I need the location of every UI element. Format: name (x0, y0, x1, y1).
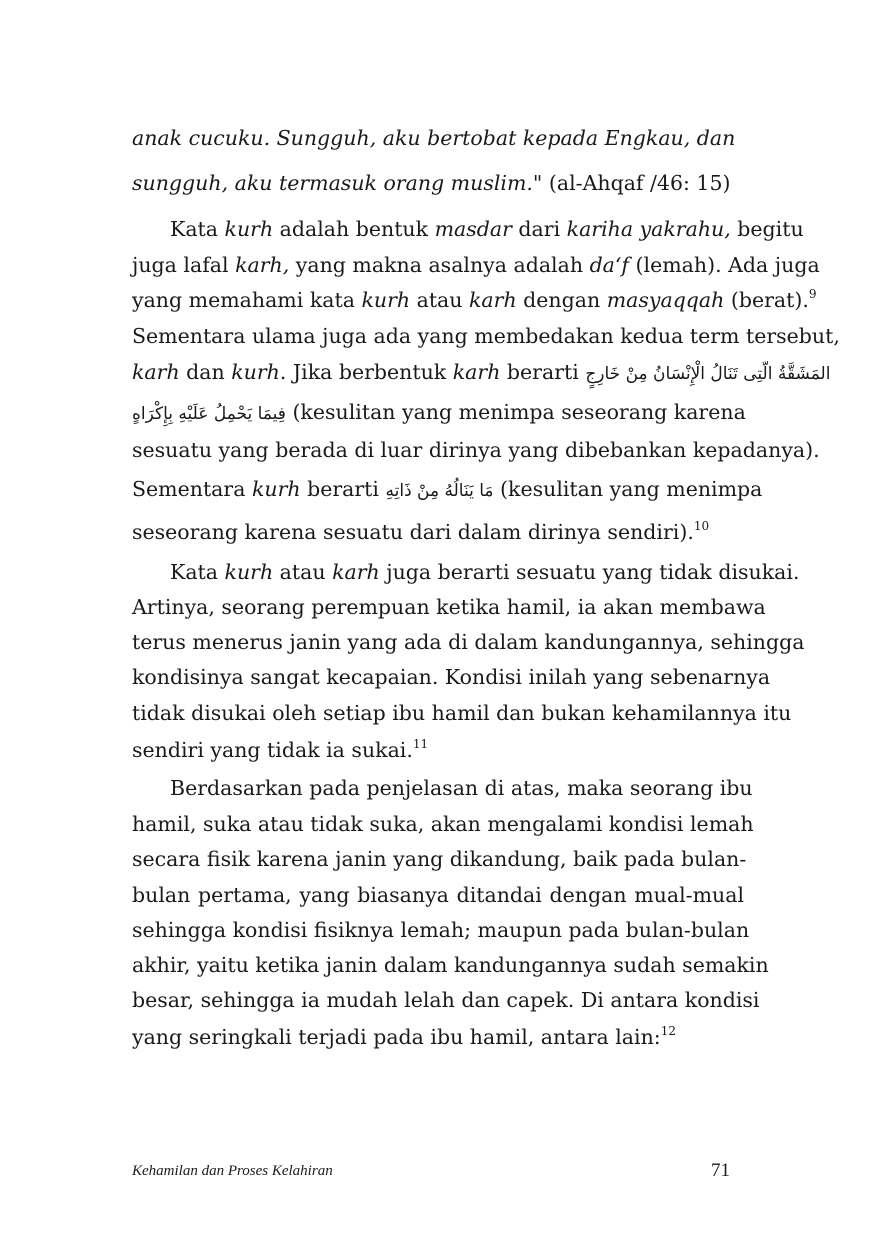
p2-line-8: Sementara kurh berarti مَا يَنَالُهُ مِنْ ذَاتِهِ (kesulitan yang menimpa (132, 477, 763, 501)
p2-line-9: seseorang karena sesuatu dari dalam dirinya sendiri).$^{10}$ (132, 519, 710, 544)
p2-line-2: juga lafal karh, yang makna asalnya adalah da‘f (lemah). Ada juga (132, 253, 820, 277)
p2-line-5: karh dan kurh. Jika berbentuk karh berarti المَشَقَّةُ الّتِى تَنَالُ الْإِنْسَانُ مِنْ خَارِجٍ (132, 360, 831, 384)
p3-line-2: Artinya, seorang perempuan ketika hamil, ia akan membawa (132, 595, 766, 619)
p4-line-6: akhir, yaitu ketika janin dalam kandungannya sudah semakin (132, 953, 769, 977)
p4-line-7: besar, sehingga ia mudah lelah dan capek. Di antara kondisi (132, 988, 760, 1012)
p3-line-4: kondisinya sangat kecapaian. Kondisi inilah yang sebenarnya (132, 665, 771, 689)
arabic-phrase-2: فِيمَا يَحْمِلُ عَلَيْهِ بِإِكْرَاهٍ (132, 404, 286, 424)
footnote-12: 12 (660, 1024, 676, 1038)
p2-line-7: sesuatu yang berada di luar dirinya yang dibebankan kepadanya). (132, 438, 820, 462)
p4-line-4: bulan pertama, yang biasanya ditandai dengan mual-mual (132, 883, 744, 907)
page-number: 71 (711, 1160, 730, 1181)
arabic-phrase-1: المَشَقَّةُ الّتِى تَنَالُ الْإِنْسَانُ مِنْ خَارِجٍ (585, 364, 831, 384)
arabic-phrase-3: مَا يَنَالُهُ مِنْ ذَاتِهِ (385, 481, 494, 501)
footnote-11: 11 (412, 737, 429, 751)
p3-line-5: tidak disukai oleh setiap ibu hamil dan bukan kehamilannya itu (132, 701, 792, 725)
p4-line-2: hamil, suka atau tidak suka, akan mengalami kondisi lemah (132, 812, 754, 836)
p4-line-5: sehingga kondisi fisiknya lemah; maupun pada bulan-bulan (132, 918, 750, 942)
quote-line-2: sungguh, aku termasuk orang muslim." (al-Ahqaf /46: 15) (132, 171, 731, 195)
p2-line-6: فِيمَا يَحْمِلُ عَلَيْهِ بِإِكْرَاهٍ (kesulitan yang menimpa seseorang karena (132, 400, 746, 424)
footnote-9: 9 (808, 287, 817, 301)
running-footer-title: Kehamilan dan Proses Kelahiran (132, 1163, 333, 1179)
p2-line-1: Kata kurh adalah bentuk masdar dari kariha yakrahu, begitu (170, 217, 804, 241)
footnote-10: 10 (693, 519, 710, 533)
p4-line-3: secara fisik karena janin yang dikandung, baik pada bulan- (132, 847, 747, 871)
p3-line-3: terus menerus janin yang ada di dalam kandungannya, sehingga (132, 630, 805, 654)
quote-line-1: anak cucuku. Sungguh, aku bertobat kepada Engkau, dan (132, 126, 736, 150)
p3-line-6: sendiri yang tidak ia sukai.$^{11}$ (132, 737, 429, 762)
p3-line-1: Kata kurh atau karh juga berarti sesuatu yang tidak disukai. (170, 560, 800, 584)
p2-line-4: Sementara ulama juga ada yang membedakan kedua term tersebut, (132, 324, 840, 348)
p4-line-8: yang seringkali terjadi pada ibu hamil, antara lain:$^{12}$ (132, 1024, 676, 1049)
p4-line-1: Berdasarkan pada penjelasan di atas, maka seorang ibu (170, 776, 753, 800)
p2-line-3: yang memahami kata kurh atau karh dengan masyaqqah (berat).$^9$ (132, 287, 817, 312)
